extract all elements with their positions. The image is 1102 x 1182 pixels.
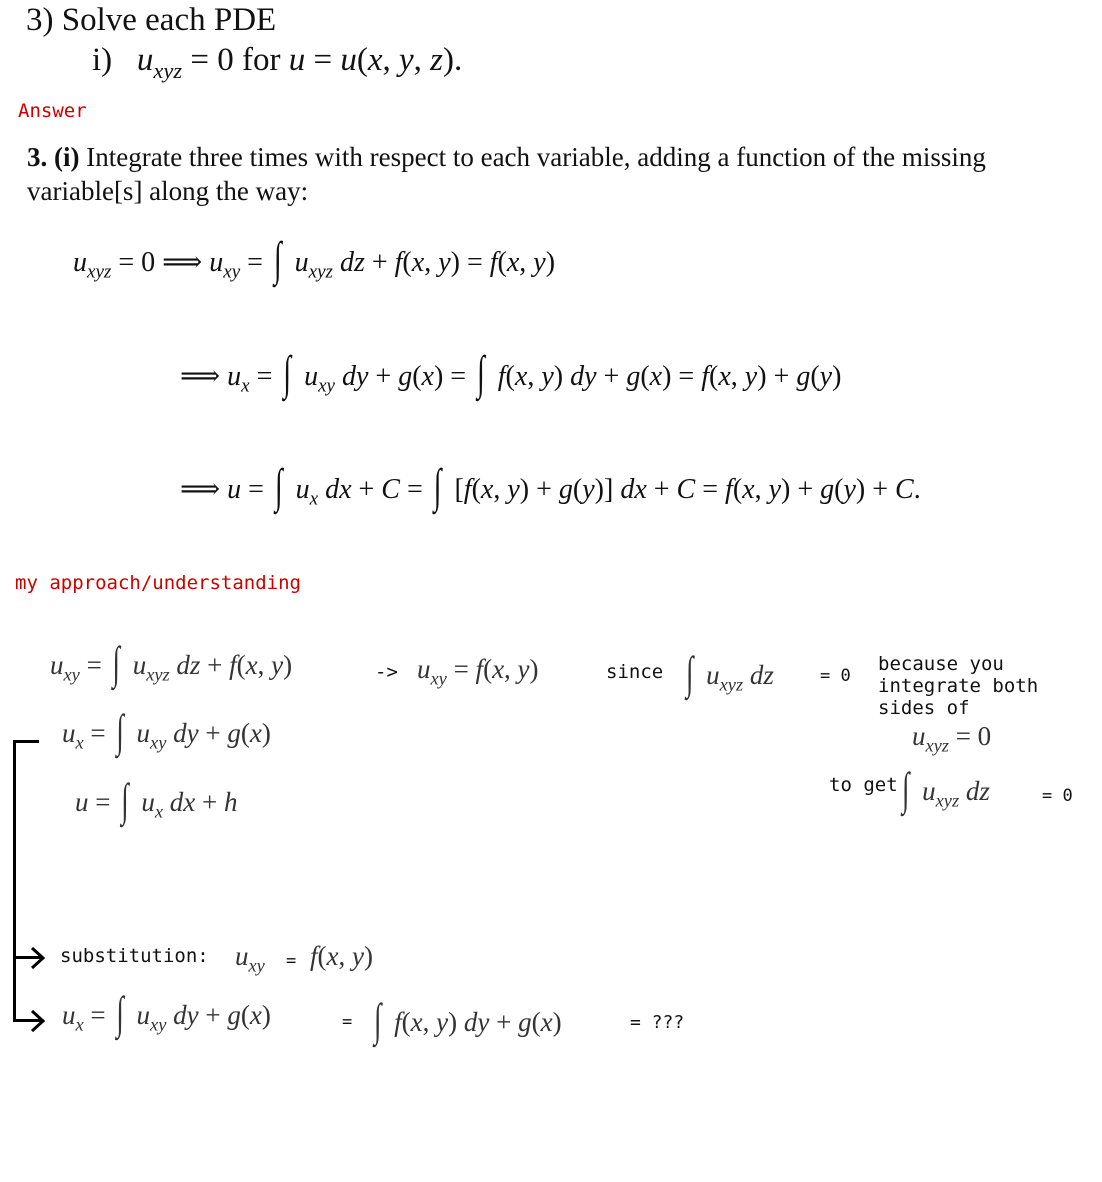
note-because-eq: $u_{xyz} = 0$ (912, 721, 992, 756)
note-eq-zero-b: = 0 (1042, 786, 1073, 806)
solution-intro-line1 (27, 142, 986, 173)
note-line1-lhs: $u_{xy}$ = ∫ $u_{xyz}$ dz + f(x, y) (50, 636, 293, 688)
last-lhs: $u_x$ = ∫ $u_{xy}$ dy + g(x) (62, 986, 271, 1038)
arrow-head-1-icon (28, 946, 46, 970)
note-to-get: to get (829, 774, 898, 796)
solution-eq1: $u_{xyz} = 0$ ⟹ $u_{xy}$ = ∫ $u_{xyz}$ dz + f(x, y) = f(x, y) (73, 233, 556, 287)
note-line2: $u_x$ = ∫ $u_{xy}$ dy + g(x) (62, 704, 271, 756)
solution-intro-text: Integrate three times with respect to each variable, adding a function of the missing (86, 142, 986, 172)
solution-eq2: ⟹ $u_x$ = ∫ $u_{xy}$ dy + g(x) = ∫ f(x, y) dy + g(x) = f(x, y) + g(y) (180, 347, 842, 401)
last-eqsign: = (342, 1012, 353, 1032)
last-end: = ??? (630, 1012, 685, 1033)
note-arrow: -> (375, 661, 398, 683)
substitution-rhs: f(x, y) (310, 941, 373, 971)
last-mid: ∫ f(x, y) dy + g(x) (374, 993, 562, 1045)
note-to-get-integral: ∫ $u_{xyz}$ dz (902, 762, 990, 814)
note-since-integral: ∫ $u_{xyz}$ dz (686, 646, 774, 698)
bracket-top-line (13, 740, 39, 743)
problem-heading: 3) Solve each PDE (26, 2, 277, 38)
substitution-label: substitution: (60, 945, 209, 967)
note-eq-zero-a: = 0 (820, 666, 851, 686)
note-because-1: because you (878, 653, 1004, 675)
approach-label: my approach/understanding (15, 572, 301, 594)
arrow-head-2-icon (28, 1009, 46, 1033)
solution-part: (i) (54, 142, 80, 172)
problem-statement: i) $u_{xyz} = 0$ for u = u(x, y, z). (92, 42, 463, 83)
note-line3: u = ∫ $u_x$ dx + h (75, 773, 238, 825)
bracket-vertical-line (13, 740, 16, 1022)
solution-number: 3. (27, 142, 48, 172)
note-line1-result: $u_{xy} = f(x$, y) (417, 654, 539, 689)
note-because-3: sides of (878, 697, 970, 719)
answer-label: Answer (18, 100, 87, 122)
solution-intro-line2: variable[s] along the way: (27, 176, 309, 206)
solution-eq3: ⟹ u = ∫ $u_x$ dx + C = ∫ [f(x, y) + g(y)] dx + C = f(x, y) + g(y) + C. (180, 460, 921, 514)
note-because-2: integrate both (878, 675, 1039, 697)
note-since: since (606, 661, 664, 683)
substitution-lhs: $u_{xy}$ (235, 941, 265, 976)
problem-part-label: i) (92, 42, 113, 78)
substitution-eqsign: = (286, 951, 297, 971)
